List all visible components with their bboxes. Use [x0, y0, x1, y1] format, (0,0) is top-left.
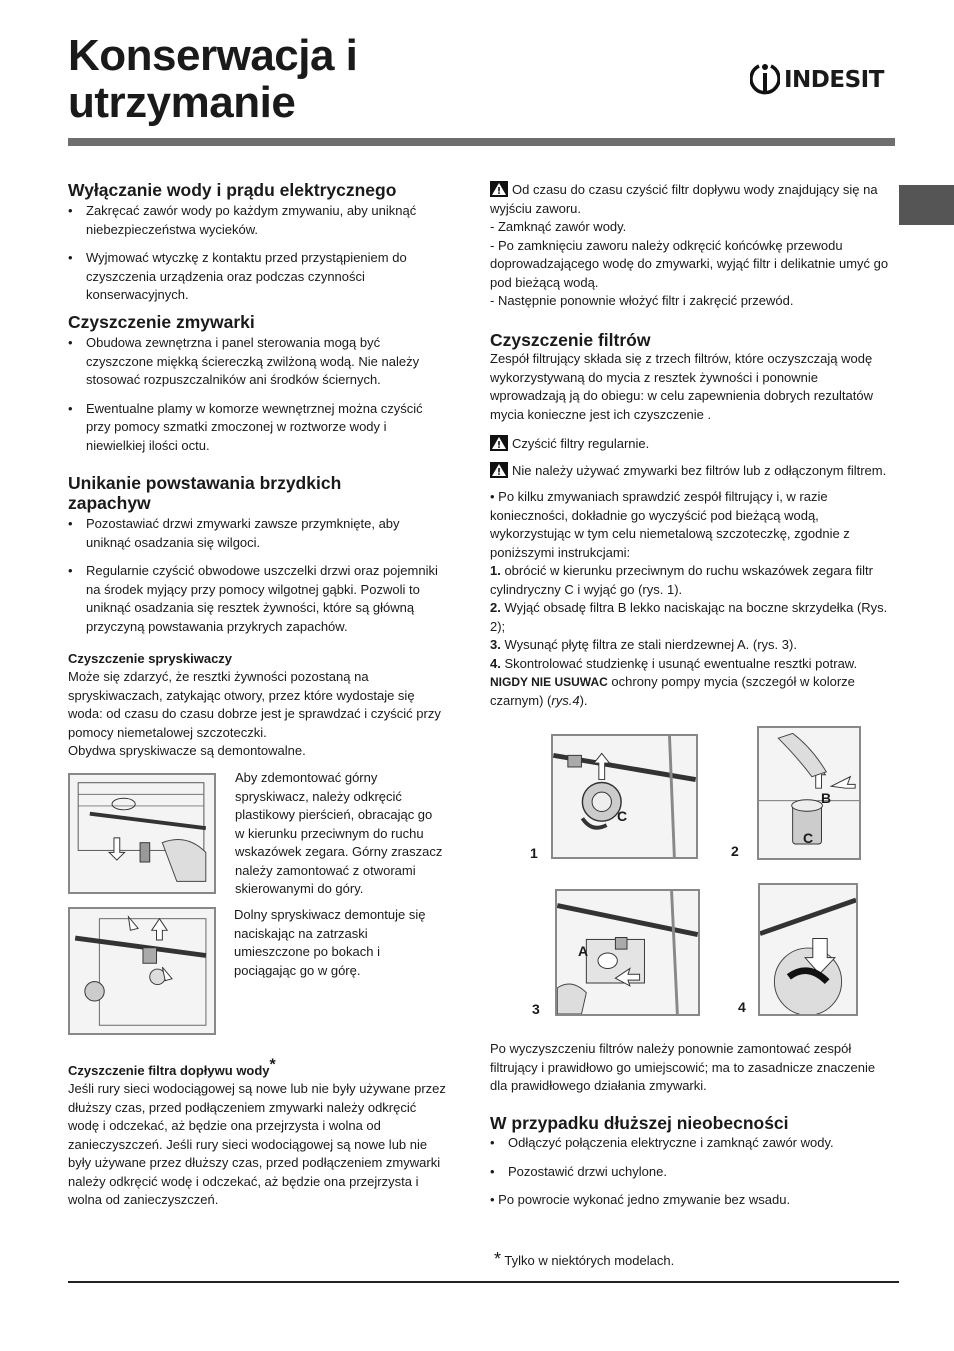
section-absence: [490, 1113, 890, 1210]
subsection-heading: Czyszczenie filtra dopływu wody: [68, 1063, 270, 1078]
figure-ref: rys.4: [551, 692, 580, 708]
list-item: • Regularnie czyścić obwodowe uszczelki drzwi oraz pojemniki na środek myjący przy pomocy wilgotnej gąbki. Pozwoli to uniknąć osadzania się resztek żywności, które są główną przyczyną powstawania przykrych zapachów.: [68, 562, 440, 636]
paragraph: Obydwa spryskiwacze są demontowalne.: [68, 743, 306, 758]
paragraph: - Po zamknięciu zaworu należy odkręcić końcówkę przewodu doprowadzającego wodę do zmywarki, wyjąć filtr i delikatnie umyć go pod bieżącą wodą.: [490, 237, 889, 290]
section-inlet-filter: [68, 1056, 446, 1210]
step-text: Wysunąć płytę filtra ze stali nierdzewnej A. (rys. 3).: [500, 637, 797, 652]
paragraph: • Po powrocie wykonać jedno zmywanie bez wsadu.: [490, 1192, 791, 1207]
label-a: A: [578, 943, 589, 959]
label-c: C: [617, 808, 628, 824]
list-item: • Pozostawiać drzwi zmywarki zawsze przymknięte, aby uniknąć osadzania się wilgoci.: [68, 515, 440, 552]
warning-icon: [490, 181, 508, 197]
step-text: obrócić w kierunku przeciwnym do ruchu wskazówek zegara filtr cylindryczny C i wyjąć go (rys. 1).: [490, 563, 873, 597]
lower-spray-arm-illustration: [70, 909, 214, 1033]
list-item: • Odłączyć połączenia elektryczne i zamknąć zawór wody.: [490, 1134, 890, 1153]
section-heading: W przypadku dłuższej nieobecności: [490, 1113, 789, 1133]
filter-figure-2: [757, 726, 861, 860]
figure-number: 1: [530, 845, 538, 861]
list-item: • Zakręcać zawór wody po każdym zmywaniu, aby uniknąć niebezpieczeństwa wycieków.: [68, 202, 440, 239]
logo-i-icon: [750, 62, 780, 98]
section-filters: [490, 330, 890, 710]
filter-illustration-1: [553, 736, 696, 857]
brand-name: INDESIT: [784, 67, 884, 93]
section-cleaning: [68, 312, 440, 455]
filter-figure-4: [758, 883, 858, 1016]
step-text: Skontrolować studzienkę i usunąć ewentualne resztki potraw.: [500, 655, 858, 671]
indesit-logo: [750, 62, 884, 98]
paragraph: Po wyczyszczeniu filtrów należy ponownie zamontować zespół filtrujący i prawidłowo go umiejscowić; ma to zasadnicze znaczenie dla prawidłowego działania zmywarki.: [490, 1041, 876, 1093]
section-heading: Czyszczenie zmywarki: [68, 312, 255, 332]
label-c: C: [803, 830, 814, 846]
label-b: B: [821, 790, 832, 806]
warning-text: Nie należy używać zmywarki bez filtrów lub z odłączonym filtrem.: [512, 462, 887, 478]
footnote-star: *: [494, 1249, 502, 1269]
footnote-star: *: [269, 1056, 276, 1074]
header-rule: [68, 138, 895, 146]
page-title: Konserwacja i utrzymanie: [68, 31, 358, 127]
language-tab: [899, 185, 954, 225]
list-item: • Wyjmować wtyczkę z kontaktu przed przystąpieniem do czyszczenia urządzenia oraz podczas czynności konserwacyjnych.: [68, 249, 440, 305]
footnote: [494, 1250, 894, 1271]
warning-text: Czyścić filtry regularnie.: [512, 436, 650, 451]
filter-figure-1: [551, 734, 698, 859]
section-heading: Unikanie powstawania brzydkich zapachyw: [68, 473, 342, 513]
filter-figure-3: [555, 889, 700, 1016]
warning-bold: NIGDY NIE USUWAC: [490, 675, 608, 689]
filter-illustration-4: [760, 885, 856, 1014]
warning-icon: [490, 435, 508, 451]
footnote-text: Tylko w niektórych modelach.: [501, 1253, 675, 1268]
section-odors: [68, 473, 440, 636]
step-number: 2.: [490, 600, 501, 615]
step-number: 1.: [490, 563, 501, 578]
footer-rule: [68, 1281, 899, 1283]
section-inlet-cleaning: [490, 181, 892, 311]
step-number: 4.: [490, 655, 501, 671]
step-number: 3.: [490, 637, 501, 652]
paragraph: Może się zdarzyć, że resztki żywności pozostaną na spryskiwaczach, zatykając otwory, przez które wydostaje się woda: od czasu do czasu dobrze jest je sprawdzać i czyścić przy pomocy niemetalowej szczoteczki.: [68, 669, 441, 740]
paragraph: • Po kilku zmywaniach sprawdzić zespół filtrujący i, w razie konieczności, dokładnie go wyczyścić pod bieżącą wodą, wykorzystując w tym celu niemetalową szczoteczkę, zgodnie z poniższymi instrukcjami:: [490, 489, 850, 560]
lower-spray-arm-text: Dolny spryskiwacz demontuje się naciskając na zatrzaski umieszczone po bokach i pociągając go w górę.: [234, 907, 426, 978]
paragraph: - Zamknąć zawór wody.: [490, 219, 627, 234]
paragraph: Zespół filtrujący składa się z trzech filtrów, które oczyszczają wodę wykorzystywaną do mycia z resztek żywności i ponownie wprowadzają ją do obiegu: w celu zapewnienia dobrych rezultatów mycia konieczne jest ich czyszczenie .: [490, 351, 874, 422]
upper-spray-arm-text: Aby zdemontować górny spryskiwacz, należy odkręcić plastikowy pierścień, obracając go w kierunku przeciwnym do ruchu wskazówek zegara. Górny zraszacz należy zamontować z otworami skierowanymi do góry.: [235, 770, 443, 896]
paragraph: - Następnie ponownie włożyć filtr i zakręcić przewód.: [490, 293, 794, 308]
list-item: • Ewentualne plamy w komorze wewnętrznej można czyścić przy pomocy szmatki zmoczonej w roztworze wody i niewielkiej ilości octu.: [68, 400, 440, 456]
figure-number: 3: [532, 1001, 540, 1017]
step-text: ).: [579, 692, 588, 708]
paragraph: Od czasu do czasu czyścić filtr dopływu wody znajdujący się na wyjściu zaworu.: [490, 182, 878, 216]
section-heading: Czyszczenie filtrów: [490, 330, 651, 350]
upper-spray-arm-figure: [68, 773, 216, 894]
upper-spray-arm-illustration: [70, 775, 214, 892]
paragraph: Jeśli rury sieci wodociągowej są nowe lub nie były używane przez dłuższy czas, przed podłączeniem zmywarki należy odkręcić wodę i odczekać, aż będzie ona przejrzysta i wolna od zanieczyszczeń. Jeśli rury sieci wodociągowej są nowe lub nie były używane przez dłuższy czas, przed podłączeniem zmywarki należy odkręcić wodę i odczekać, aż będzie ona przejrzysta i wolna od zanieczyszczeń.: [68, 1081, 446, 1207]
step-text: Wyjąć obsadę filtra B lekko naciskając na boczne skrzydełka (Rys. 2);: [490, 600, 888, 634]
list-item: • Obudowa zewnętrzna i panel sterowania mogą być czyszczone miękką ściereczką zwilżoną wodą. Nie należy stosować rozpuszczalników ani środków ściernych.: [68, 334, 440, 390]
figure-number: 2: [731, 843, 739, 859]
list-item: • Pozostawić drzwi uchylone.: [490, 1163, 890, 1182]
section-spray-arms: [68, 650, 442, 761]
after-filters-text: [490, 1040, 890, 1096]
warning-icon: [490, 462, 508, 478]
section-water-power: [68, 180, 440, 305]
step-text: ochrony pompy mycia (szczegół w kolorze czarnym) (: [490, 674, 855, 708]
subsection-heading: Czyszczenie spryskiwaczy: [68, 651, 233, 666]
lower-spray-arm-figure: [68, 907, 216, 1035]
section-heading: Wyłączanie wody i prądu elektrycznego: [68, 180, 397, 200]
figure-number: 4: [738, 999, 746, 1015]
